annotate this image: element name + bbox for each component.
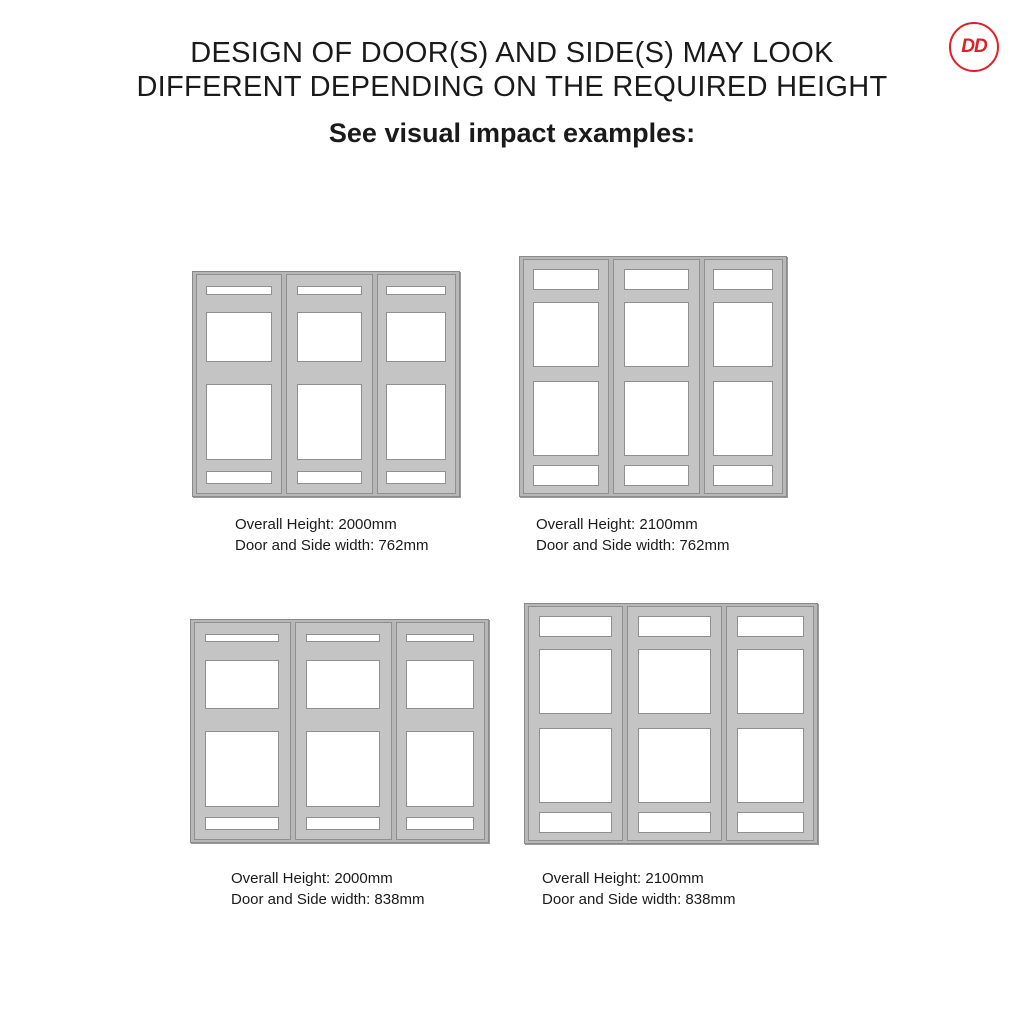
glass-pane: [737, 649, 804, 714]
glass-pane: [206, 384, 272, 460]
glass-pane: [386, 471, 446, 484]
door-set-diagram-1: [192, 271, 460, 497]
overall-height-label: Overall Height: 2000mm: [235, 516, 397, 533]
glass-pane: [624, 269, 690, 290]
door-panel-middle: [627, 606, 722, 841]
heading-line-1: DESIGN OF DOOR(S) AND SIDE(S) MAY LOOK: [190, 37, 834, 69]
glass-pane: [533, 381, 599, 456]
door-panel-middle: [286, 274, 372, 494]
door-panel-left: [196, 274, 282, 494]
door-set-diagram-3: [190, 619, 489, 843]
logo-text: DD: [961, 36, 987, 57]
door-side-width-label: Door and Side width: 762mm: [536, 537, 730, 554]
door-panel-left: [194, 622, 291, 840]
glass-pane: [205, 731, 279, 807]
glass-pane: [306, 634, 380, 643]
glass-pane: [713, 269, 773, 290]
door-set-diagram-4: [524, 603, 818, 844]
glass-pane: [205, 817, 279, 830]
glass-pane: [713, 302, 773, 367]
caption-1: [235, 514, 428, 556]
glass-pane: [737, 728, 804, 803]
side-panel-right: [726, 606, 814, 841]
glass-pane: [539, 812, 612, 833]
glass-pane: [737, 616, 804, 637]
glass-pane: [206, 471, 272, 484]
glass-pane: [539, 616, 612, 637]
door-side-width-label: Door and Side width: 838mm: [542, 891, 736, 908]
glass-pane: [306, 731, 380, 807]
door-panel-middle: [295, 622, 392, 840]
glass-pane: [406, 634, 474, 643]
glass-pane: [297, 312, 363, 362]
glass-pane: [206, 286, 272, 295]
glass-pane: [297, 384, 363, 460]
glass-pane: [539, 728, 612, 803]
glass-pane: [638, 649, 711, 714]
dd-logo: [949, 22, 999, 72]
glass-pane: [624, 381, 690, 456]
side-panel-right: [396, 622, 485, 840]
caption-2: [536, 514, 729, 556]
glass-pane: [306, 660, 380, 710]
glass-pane: [386, 286, 446, 295]
door-panel-middle: [613, 259, 699, 494]
glass-pane: [406, 817, 474, 830]
caption-3: [231, 868, 424, 910]
door-side-width-label: Door and Side width: 838mm: [231, 891, 425, 908]
glass-pane: [624, 465, 690, 486]
glass-pane: [406, 660, 474, 710]
glass-pane: [205, 660, 279, 710]
glass-pane: [624, 302, 690, 367]
side-panel-right: [704, 259, 784, 494]
glass-pane: [539, 649, 612, 714]
glass-pane: [406, 731, 474, 807]
glass-pane: [737, 812, 804, 833]
overall-height-label: Overall Height: 2000mm: [231, 870, 393, 887]
door-side-width-label: Door and Side width: 762mm: [235, 537, 429, 554]
glass-pane: [638, 812, 711, 833]
glass-pane: [297, 286, 363, 295]
heading-line-2: DIFFERENT DEPENDING ON THE REQUIRED HEIGHT: [136, 71, 888, 103]
glass-pane: [533, 465, 599, 486]
glass-pane: [386, 312, 446, 362]
door-panel-left: [523, 259, 609, 494]
glass-pane: [533, 269, 599, 290]
glass-pane: [206, 312, 272, 362]
glass-pane: [306, 817, 380, 830]
door-panel-left: [528, 606, 623, 841]
door-set-diagram-2: [519, 256, 787, 497]
glass-pane: [713, 465, 773, 486]
caption-4: [542, 868, 735, 910]
overall-height-label: Overall Height: 2100mm: [536, 516, 698, 533]
glass-pane: [533, 302, 599, 367]
glass-pane: [297, 471, 363, 484]
glass-pane: [638, 616, 711, 637]
overall-height-label: Overall Height: 2100mm: [542, 870, 704, 887]
subheading: See visual impact examples:: [328, 118, 696, 148]
glass-pane: [713, 381, 773, 456]
side-panel-right: [377, 274, 457, 494]
glass-pane: [386, 384, 446, 460]
glass-pane: [205, 634, 279, 643]
glass-pane: [638, 728, 711, 803]
